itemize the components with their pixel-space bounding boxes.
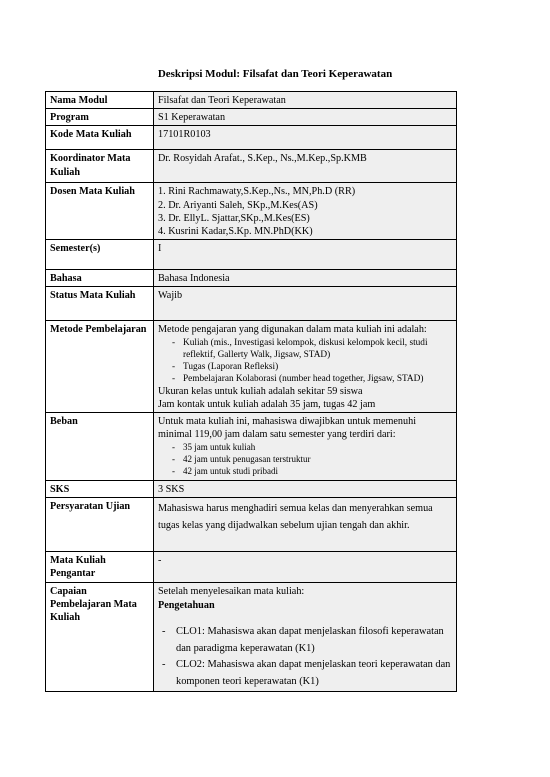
label-status: Status Mata Kuliah [46,287,154,321]
dosen-item: 2. Dr. Ariyanti Saleh, SKp.,M.Kes(AS) [158,199,318,211]
list-item: - 42 jam untuk studi pribadi [158,465,452,477]
value-program: S1 Keperawatan [154,109,457,126]
label-persyaratan: Persyaratan Ujian [46,498,154,552]
list-item: - Pembelajaran Kolaborasi (number head together, Jigsaw, STAD) [158,373,452,385]
row-koordinator [46,150,457,183]
value-beban [154,413,457,481]
label-metode: Metode Pembelajaran [46,321,154,413]
document-title: Deskripsi Modul: Filsafat dan Teori Keperawatan [157,68,393,80]
list-item: - CLO1: Mahasiswa akan dapat menjelaskan filosofi keperawatan dan paradigma keperawatan (K1) [158,624,452,657]
metode-class-size: Ukuran kelas untuk kuliah adalah sekitar 59 siswa [158,385,363,397]
row-sks [46,481,457,498]
value-semester: I [154,240,457,270]
row-metode [46,321,457,413]
row-kode [46,126,457,150]
row-semester [46,240,457,270]
row-bahasa [46,270,457,287]
list-item: - Tugas (Laporan Refleksi) [158,361,452,373]
label-semester: Semester(s) [46,240,154,270]
row-dosen [46,183,457,240]
row-persyaratan [46,498,457,552]
list-item: - CLO2: Mahasiswa akan dapat menjelaskan teori keperawatan dan komponen teori keperawatan (K1) [158,657,452,690]
value-capaian [154,582,457,691]
label-sks: SKS [46,481,154,498]
value-persyaratan: Mahasiswa harus menghadiri semua kelas dan menyerahkan semua tugas kelas yang dijadwalkan sebelum ujian tengah dan akhir. [154,498,457,552]
metode-contact-hours: Jam kontak untuk kuliah adalah 35 jam, tugas 42 jam [158,398,376,410]
capaian-subheading: Pengetahuan [158,599,215,611]
row-pengantar [46,552,457,582]
label-pengantar: Mata Kuliah Pengantar [46,552,154,582]
metode-intro: Metode pengajaran yang digunakan dalam mata kuliah ini adalah: [158,324,427,336]
label-capaian: Capaian Pembelajaran Mata Kuliah [46,582,154,691]
value-metode [154,321,457,413]
dosen-item: 3. Dr. EllyL. Sjattar,SKp.,M.Kes(ES) [158,212,310,224]
row-status [46,287,457,321]
capaian-intro: Setelah menyelesaikan mata kuliah: [158,585,305,597]
label-kode: Kode Mata Kuliah [46,126,154,150]
value-kode: 17101R0103 [154,126,457,150]
beban-list [158,441,452,477]
dosen-item: 1. Rini Rachmawaty,S.Kep.,Ns., MN,Ph.D (RR) [158,186,356,198]
dosen-item: 4. Kusrini Kadar,S.Kp. MN.PhD(KK) [158,226,313,238]
list-item: - 35 jam untuk kuliah [158,441,452,453]
module-description-table [45,91,457,692]
clo-list [158,624,452,690]
row-beban [46,413,457,481]
beban-intro: Untuk mata kuliah ini, mahasiswa diwajibkan untuk memenuhi minimal 119,00 jam dalam satu semester yang terdiri dari: [158,416,417,441]
metode-list [158,337,452,385]
row-nama-modul [46,92,457,109]
list-item: - Kuliah (mis., Investigasi kelompok, diskusi kelompok kecil, studi reflektif, Gallerty Walk, Jigsaw, STAD) [158,337,452,361]
list-item: - 42 jam untuk penugasan terstruktur [158,453,452,465]
label-bahasa: Bahasa [46,270,154,287]
value-sks: 3 SKS [154,481,457,498]
value-koordinator: Dr. Rosyidah Arafat., S.Kep., Ns.,M.Kep.,Sp.KMB [154,150,457,183]
value-pengantar: - [154,552,457,582]
value-dosen [154,183,457,240]
label-program: Program [46,109,154,126]
row-program [46,109,457,126]
value-nama-modul: Filsafat dan Teori Keperawatan [154,92,457,109]
label-dosen: Dosen Mata Kuliah [46,183,154,240]
label-beban: Beban [46,413,154,481]
value-bahasa: Bahasa Indonesia [154,270,457,287]
value-status: Wajib [154,287,457,321]
label-koordinator: Koordinator Mata Kuliah [46,150,154,183]
label-nama-modul: Nama Modul [46,92,154,109]
row-capaian [46,582,457,691]
